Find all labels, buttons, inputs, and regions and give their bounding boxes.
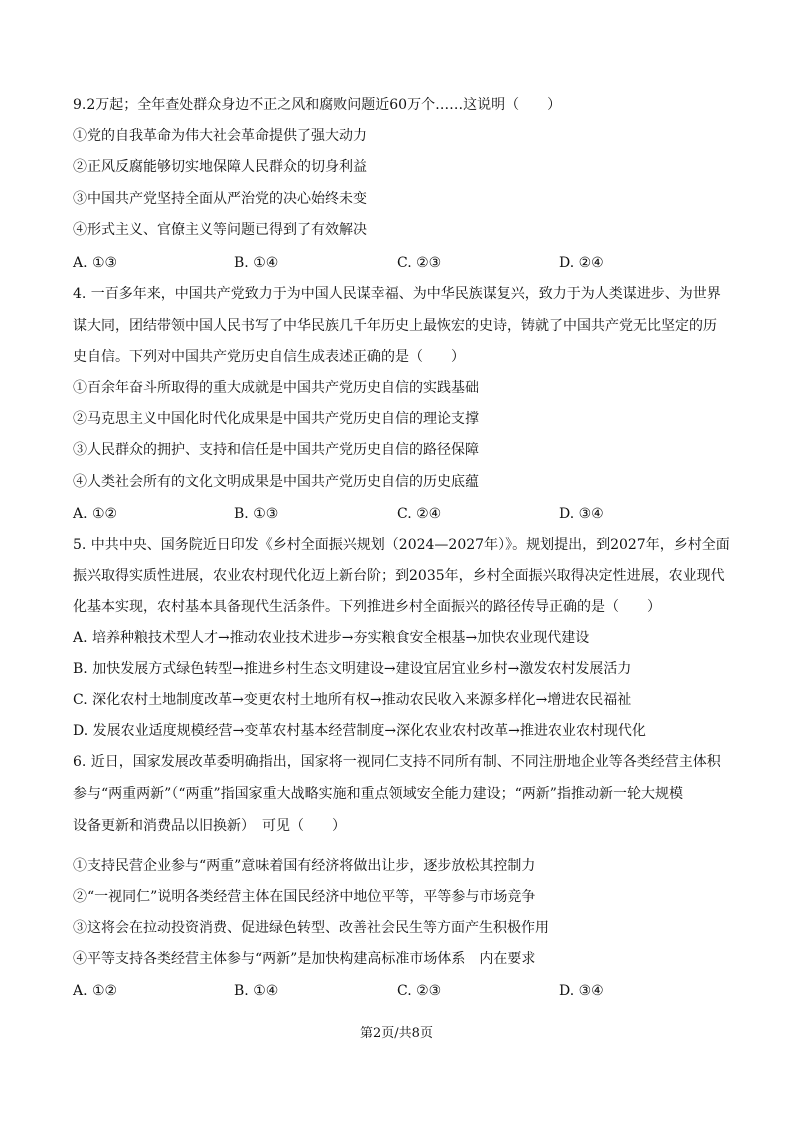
q6-option-d: D. ③④ — [559, 983, 604, 999]
q6-option-a: A. ①② — [73, 983, 118, 999]
q3-statement-4: ④形式主义、官僚主义等问题已得到了有效解决 — [73, 222, 367, 238]
q4-option-d: D. ③④ — [559, 506, 604, 522]
q6-stem-line-1: 6. 近日，国家发展改革委明确指出，国家将一视同仁支持不同所有制、不同注册地企业等各类经营主体积 — [73, 754, 721, 770]
q4-statement-1: ①百余年奋斗所取得的重大成就是中国共产党历史自信的实践基础 — [73, 380, 479, 396]
q5-option-d: D. 发展农业适度规模经营→变革农村基本经营制度→深化农业农村改革→推进农业农村现代化 — [73, 723, 646, 739]
q5-stem-line-3: 化基本实现，农村基本具备现代生活条件。下列推进乡村全面振兴的路径传导正确的是（ ） — [73, 599, 661, 615]
q3-statement-2: ②正风反腐能够切实地保障人民群众的切身利益 — [73, 159, 367, 175]
q3-options — [73, 253, 733, 273]
q5-stem-line-2: 振兴取得实质性进展，农业农村现代化迈上新台阶；到2035年，乡村全面振兴取得决定性进展，农业现代 — [73, 568, 725, 584]
q5-stem-line-1: 5. 中共中央、国务院近日印发《乡村全面振兴规划（2024—2027年）》。规划提出，到2027年，乡村全面 — [73, 537, 730, 553]
q4-statement-3: ③人民群众的拥护、支持和信任是中国共产党历史自信的路径保障 — [73, 442, 479, 458]
q6-statement-4: ④平等支持各类经营主体参与“两新”是加快构建高标准市场体系 内在要求 — [73, 951, 536, 967]
q4-option-a: A. ①② — [73, 506, 118, 522]
q6-option-c: C. ②③ — [397, 983, 442, 999]
q3-statement-1: ①党的自我革命为伟大社会革命提供了强大动力 — [73, 128, 367, 144]
q5-option-a: A. 培养种粮技术型人才→推动农业技术进步→夯实粮食安全根基→加快农业现代建设 — [73, 630, 590, 646]
q4-statement-2: ②马克思主义中国化时代化成果是中国共产党历史自信的理论支撑 — [73, 411, 479, 427]
q3-statement-3: ③中国共产党坚持全面从严治党的决心始终未变 — [73, 191, 367, 207]
q3-option-c: C. ②③ — [397, 255, 442, 271]
q6-statement-2: ②“一视同仁”说明各类经营主体在国民经济中地位平等，平等参与市场竞争 — [73, 889, 536, 905]
q5-option-c: C. 深化农村土地制度改革→变更农村土地所有权→推动农民收入来源多样化→增进农民福祉 — [73, 692, 632, 708]
q4-stem-line-3: 史自信。下列对中国共产党历史自信生成表述正确的是（ ） — [73, 349, 465, 365]
q3-option-a: A. ①③ — [73, 255, 118, 271]
q5-option-b: B. 加快发展方式绿色转型→推进乡村生态文明建设→建设宜居宜业乡村→激发农村发展活力 — [73, 661, 632, 677]
q4-stem-line-2: 谋大同，团结带领中国人民书写了中华民族几千年历史上最恢宏的史诗，铸就了中国共产党无比坚定的历 — [73, 318, 717, 334]
q6-statement-3: ③这将会在拉动投资消费、促进绿色转型、改善社会民生等方面产生积极作用 — [73, 920, 549, 936]
q6-stem-line-2: 参与“两重两新”（“两重”指国家重大战略实施和重点领域安全能力建设；“两新”指推动新一轮大规模 — [73, 786, 683, 802]
q6-option-b: B. ①④ — [234, 983, 279, 999]
q4-options — [73, 504, 733, 524]
q4-option-b: B. ①③ — [234, 506, 279, 522]
q6-stem-line-3: 设备更新和消费品以旧换新） 可见（ ） — [73, 818, 346, 834]
q3-option-b: B. ①④ — [234, 255, 279, 271]
q4-stem-line-1: 4. 一百多年来，中国共产党致力于为中国人民谋幸福、为中华民族谋复兴，致力于为人类谋进步、为世界 — [73, 286, 721, 302]
q3-option-d: D. ②④ — [559, 255, 604, 271]
q6-statement-1: ①支持民营企业参与“两重”意味着国有经济将做出让步，逐步放松其控制力 — [73, 858, 536, 874]
q4-option-c: C. ②④ — [397, 506, 442, 522]
q3-stem-line: 9.2万起；全年查处群众身边不正之风和腐败问题近60万个……这说明（ ） — [73, 97, 562, 113]
q4-statement-4: ④人类社会所有的文化文明成果是中国共产党历史自信的历史底蕴 — [73, 474, 479, 490]
page-number-footer: 第2页/共8页 — [360, 1026, 433, 1041]
q6-options — [73, 981, 733, 1001]
